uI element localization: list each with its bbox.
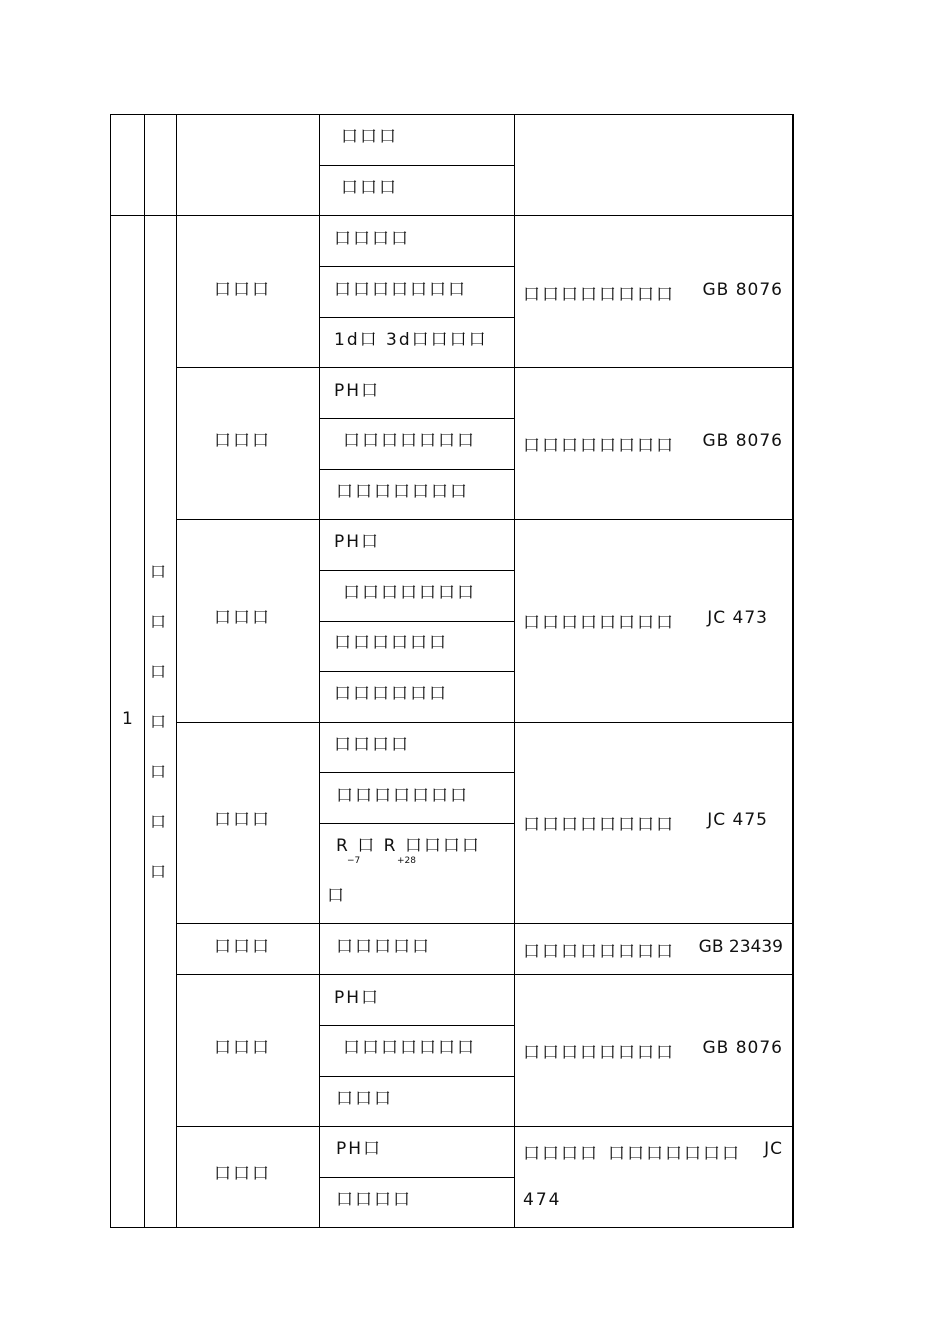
category-char: 口 bbox=[150, 612, 167, 631]
item-line bbox=[319, 621, 514, 622]
standard-code-continued: 474 bbox=[523, 1190, 562, 1210]
standard-code: JC 475 bbox=[707, 810, 768, 830]
standard-ref-label: 口口口口口口口口 bbox=[523, 1043, 675, 1063]
standard-code: JC bbox=[764, 1139, 783, 1159]
top-item: 口口口 bbox=[341, 178, 398, 198]
item-line bbox=[319, 1025, 514, 1026]
item-line bbox=[319, 1076, 514, 1077]
item-line bbox=[319, 266, 514, 267]
group-name: 口口口 bbox=[214, 810, 271, 830]
group-line bbox=[176, 722, 794, 723]
group-line bbox=[176, 923, 794, 924]
test-item: 口口口 bbox=[336, 1089, 393, 1109]
standard-ref-label: 口口口口口口口口 bbox=[523, 436, 675, 456]
test-item: 口口口口口口口 bbox=[336, 786, 469, 806]
standard-code: GB 23439 bbox=[698, 937, 783, 957]
test-item: 1d口 3d口口口口 bbox=[334, 330, 488, 350]
test-item: PH口 bbox=[334, 381, 381, 401]
test-item: 口口口口口口口 bbox=[334, 280, 467, 300]
group-name: 口口口 bbox=[214, 431, 271, 451]
test-item: 口口口口口口口 bbox=[343, 583, 476, 603]
group-line bbox=[176, 974, 794, 975]
category-char: 口 bbox=[150, 812, 167, 831]
item-line bbox=[319, 317, 514, 318]
subscript: +28 bbox=[397, 856, 416, 866]
test-item: R 口 R 口口口口 bbox=[336, 836, 481, 856]
col-line bbox=[144, 114, 145, 1228]
test-item: 口口口口口口口 bbox=[343, 431, 476, 451]
col-line bbox=[176, 114, 177, 1228]
test-item: PH口 bbox=[334, 988, 381, 1008]
category-char: 口 bbox=[150, 712, 167, 731]
item-line bbox=[319, 469, 514, 470]
subscript: −7 bbox=[347, 856, 361, 866]
test-item: 口口口口口口口 bbox=[343, 1038, 476, 1058]
item-line bbox=[319, 823, 514, 824]
item-line bbox=[319, 772, 514, 773]
group-name: 口口口 bbox=[214, 280, 271, 300]
test-item: 口口口口 bbox=[334, 229, 410, 249]
test-item: 口口口口口口 bbox=[334, 633, 448, 653]
test-item: PH口 bbox=[336, 1139, 383, 1159]
group-name: 口口口 bbox=[214, 937, 271, 957]
standard-ref-label: 口口口口口口口口 bbox=[523, 285, 675, 305]
test-item: 口 bbox=[327, 886, 346, 906]
top-item: 口口口 bbox=[341, 127, 398, 147]
item-line bbox=[319, 570, 514, 571]
item-line bbox=[319, 671, 514, 672]
group-line bbox=[176, 519, 794, 520]
item-line bbox=[319, 1177, 514, 1178]
standard-ref-desc: 口口口口口口口 bbox=[608, 1144, 741, 1164]
group-name: 口口口 bbox=[214, 1164, 271, 1184]
test-item: 口口口口 bbox=[336, 1190, 412, 1210]
standard-code: JC 473 bbox=[707, 608, 768, 628]
standard-code: GB 8076 bbox=[702, 1038, 783, 1058]
category-char: 口 bbox=[150, 762, 167, 781]
group-name: 口口口 bbox=[214, 608, 271, 628]
standard-code: GB 8076 bbox=[702, 431, 783, 451]
standard-ref-label: 口口口口口口口口 bbox=[523, 613, 675, 633]
test-item: 口口口口口口口 bbox=[336, 482, 469, 502]
standard-ref-label: 口口口口口口口口 bbox=[523, 942, 675, 962]
item-line bbox=[319, 165, 514, 166]
group-line bbox=[176, 367, 794, 368]
test-item: 口口口口口 bbox=[336, 937, 431, 957]
standard-ref-label: 口口口口 bbox=[523, 1144, 599, 1164]
category-char: 口 bbox=[150, 662, 167, 681]
item-line bbox=[319, 418, 514, 419]
group-name: 口口口 bbox=[214, 1038, 271, 1058]
test-item: PH口 bbox=[334, 532, 381, 552]
standard-ref-label: 口口口口口口口口 bbox=[523, 815, 675, 835]
test-item: 口口口口口口 bbox=[334, 684, 448, 704]
standard-code: GB 8076 bbox=[702, 280, 783, 300]
test-item: 口口口口 bbox=[334, 735, 410, 755]
category-char: 口 bbox=[150, 862, 167, 881]
col-line bbox=[514, 114, 515, 1228]
row-line bbox=[110, 215, 794, 216]
row-index: 1 bbox=[122, 709, 135, 729]
category-char: 口 bbox=[150, 562, 167, 581]
group-line bbox=[176, 1126, 794, 1127]
